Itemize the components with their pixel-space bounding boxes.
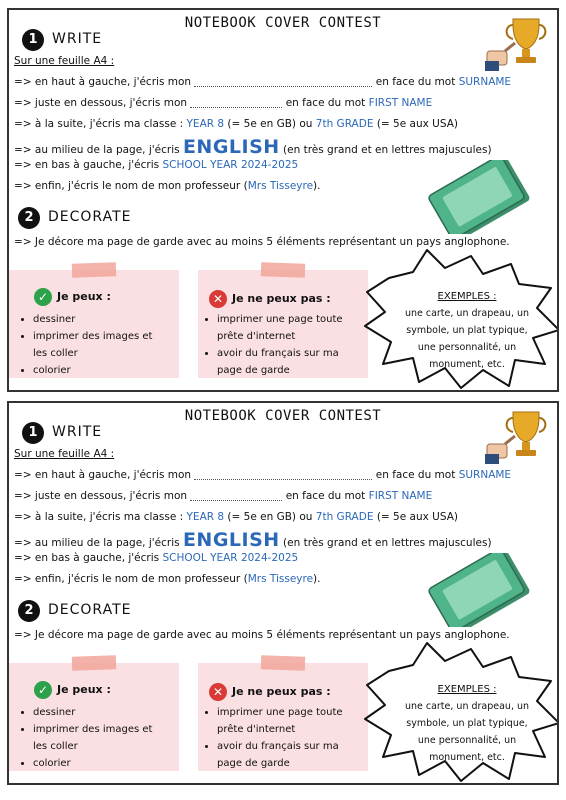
- trophy-icon: [483, 15, 547, 73]
- examples-line: monument, etc.: [429, 359, 505, 370]
- decorate-instruction: => Je décore ma page de garde avec au moins 5 éléments représentant un pays anglophone.: [14, 629, 510, 641]
- list-item: • imprimer une page toute prête d'internet: [217, 704, 368, 738]
- examples-line: une personnalité, un: [417, 735, 517, 746]
- instruction-line-1: => en haut à gauche, j'écris mon en face du mot SURNAME: [14, 469, 512, 481]
- list-item: • imprimer une page toute prête d'internet: [217, 311, 368, 345]
- can-list: [19, 311, 179, 379]
- blank-dotted-line: [194, 471, 372, 480]
- check-icon: ✓: [34, 681, 52, 699]
- blank-dotted-line: [190, 492, 282, 501]
- can-heading: ✓ Je peux :: [34, 288, 111, 306]
- instruction-line-3: => à la suite, j'écris ma classe : YEAR 8 (= 5e en GB) ou 7th GRADE (= 5e aux USA): [14, 118, 458, 130]
- section-number-2: 2: [18, 207, 40, 229]
- tape-decoration: [72, 655, 116, 671]
- page-title: NOTEBOOK COVER CONTEST: [184, 15, 382, 31]
- section-title-write: WRITE: [52, 424, 103, 440]
- examples-text: [387, 288, 547, 373]
- examples-line: une carte, un drapeau, un: [404, 308, 530, 319]
- examples-line: une personnalité, un: [417, 342, 517, 353]
- list-item: • imprimer des images et les coller: [33, 721, 179, 755]
- trophy-icon: [483, 408, 547, 466]
- examples-line: symbole, un plat typique,: [406, 325, 528, 336]
- instruction-line-3: => à la suite, j'écris ma classe : YEAR 8 (= 5e en GB) ou 7th GRADE (= 5e aux USA): [14, 511, 458, 523]
- instruction-line-6: => enfin, j'écris le nom de mon professeur (Mrs Tisseyre).: [14, 573, 321, 585]
- examples-heading: EXEMPLES :: [437, 684, 497, 695]
- page-title: NOTEBOOK COVER CONTEST: [184, 408, 382, 424]
- notebook-icon: [425, 553, 537, 627]
- examples-line: symbole, un plat typique,: [406, 718, 528, 729]
- notebook-icon: [425, 160, 537, 234]
- tape-decoration: [261, 655, 305, 671]
- instruction-line-2: => juste en dessous, j'écris mon en face du mot FIRST NAME: [14, 490, 433, 502]
- instruction-line-4: => au milieu de la page, j'écris ENGLISH (en très grand et en lettres majuscules): [14, 529, 492, 551]
- tape-decoration: [261, 262, 305, 278]
- instructions-subheading: Sur une feuille A4 :: [14, 55, 115, 67]
- list-item: • dessiner: [33, 311, 179, 328]
- examples-line: une carte, un drapeau, un: [404, 701, 530, 712]
- examples-heading: EXEMPLES :: [437, 291, 497, 302]
- blank-dotted-line: [194, 78, 372, 87]
- instructions-subheading: Sur une feuille A4 :: [14, 448, 115, 460]
- list-item: • dessiner: [33, 704, 179, 721]
- list-item: • colorier: [33, 755, 179, 772]
- cross-icon: ✕: [209, 290, 227, 308]
- contest-card-1: [7, 8, 559, 392]
- can-heading: ✓ Je peux :: [34, 681, 111, 699]
- can-list: [19, 704, 179, 772]
- check-icon: ✓: [34, 288, 52, 306]
- cannot-heading: ✕ Je ne peux pas :: [209, 683, 331, 701]
- section-number-1: 1: [22, 422, 44, 444]
- section-title-write: WRITE: [52, 31, 103, 47]
- cannot-list: [203, 311, 368, 379]
- instruction-line-1: => en haut à gauche, j'écris mon en face du mot SURNAME: [14, 76, 512, 88]
- list-item: • colorier: [33, 362, 179, 379]
- blank-dotted-line: [190, 99, 282, 108]
- tape-decoration: [72, 262, 116, 278]
- instruction-line-6: => enfin, j'écris le nom de mon professeur (Mrs Tisseyre).: [14, 180, 321, 192]
- section-number-1: 1: [22, 29, 44, 51]
- section-number-2: 2: [18, 600, 40, 622]
- list-item: • avoir du français sur ma page de garde: [217, 738, 368, 772]
- cross-icon: ✕: [209, 683, 227, 701]
- instruction-line-5: => en bas à gauche, j'écris SCHOOL YEAR 2024-2025: [14, 552, 299, 564]
- contest-card-2: [7, 401, 559, 785]
- cannot-list: [203, 704, 368, 772]
- instruction-line-4: => au milieu de la page, j'écris ENGLISH (en très grand et en lettres majuscules): [14, 136, 492, 158]
- instruction-line-2: => juste en dessous, j'écris mon en face du mot FIRST NAME: [14, 97, 433, 109]
- instruction-line-5: => en bas à gauche, j'écris SCHOOL YEAR 2024-2025: [14, 159, 299, 171]
- list-item: • imprimer des images et les coller: [33, 328, 179, 362]
- section-title-decorate: DECORATE: [48, 209, 132, 225]
- examples-text: [387, 681, 547, 766]
- examples-line: monument, etc.: [429, 752, 505, 763]
- list-item: • avoir du français sur ma page de garde: [217, 345, 368, 379]
- section-title-decorate: DECORATE: [48, 602, 132, 618]
- decorate-instruction: => Je décore ma page de garde avec au moins 5 éléments représentant un pays anglophone.: [14, 236, 510, 248]
- cannot-heading: ✕ Je ne peux pas :: [209, 290, 331, 308]
